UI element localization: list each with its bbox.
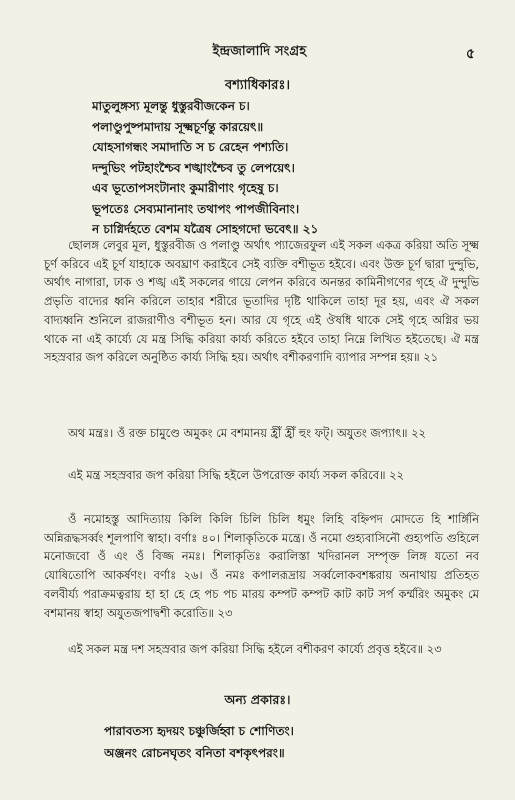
instruction-paragraph [44, 466, 479, 485]
paragraph-text: ওঁ নমোহস্তু আদিত্যায় কিলি কিলি চিলি চিলি ধমুং লিহি বহ্নিপদ মোদতে হি শার্ঙ্গিনি অন্নিরূদ্ধসর্ব্বং শূলপাণি স্বাহা। বর্ণাঃ ৪০। শিলাকৃতিকে মন্ত্রে। ওঁ নমো গুহ্যবাসিনৌ গুহ্যপতি গুহিলে মনোজবো ওঁ এং ওঁ বিজ্জ নমঃ। শিলাকৃতিঃ করালিস্তা খদিরানল সম্পৃক্ত লিঙ্গ যতো নব যোষিতোপি আকর্ষণং। বর্ণাঃ ২৬। ওঁ নমঃ কপালরূদ্রায় সর্ব্বলোকবশঙ্করায় অনাথায় প্রতিহত বলবীর্য্য পরাক্রমত্বরায় হা হা হে হে পচ পচ মারয় কম্পট কম্পট কাট কাট সর্প কর্ম্মরিং অমুকং মে বশমানয় স্বাহা অযুতজপাদ্বশী করোতি॥ ২৩ [44, 512, 479, 620]
verse-line: পলাণ্ডুপুষ্পমাদায় সূক্ষ্মচূর্ণন্তু কারয়েৎ॥ [92, 119, 264, 134]
running-title: ইন্দ্রজালাদি সংগ্রহ [212, 44, 307, 59]
mantra-paragraph [44, 424, 479, 443]
verse-line: যোহসাগন্ধং সমাদাতি স চ রেহেন পশ্যতি। [92, 140, 289, 154]
verse-line: পারাবতস্য হৃদয়ং চঞ্চুর্জিহ্বা চ শোণিতং। [104, 724, 294, 738]
verse-line: এব ভূতোপসংটানাং কুমারীণাং গৃহেষু চ। [92, 181, 279, 195]
verse-line: ন চাগ্নির্দহতে বেশম যত্রৈষ সোহগদো ভবেৎ॥ ২১ [92, 222, 319, 236]
verse-line: দন্দুভিং পটহাংশ্চৈব শঙ্খাংশ্চৈব তু লেপয়েৎ। [92, 160, 295, 175]
paragraph-text: ছোলঙ্গ লেবুর মূল, ধুস্তুরবীজ ও পলাণ্ডু অর্থাৎ প্যাজেরফুল এই সকল একত্র করিয়া অতি সূক্ষ্ম চূর্ণ করিবে এই চূর্ণ যাহাকে অবঘ্রাণ করাইবে সেই ব্যক্তি বশীভূত হইবে। এবং উক্ত চূর্ণ দ্বারা দুন্দুভি, অর্থাৎ নাগারা, ঢাক ও শঙ্খ এই সকলের গায়ে লেপন করিবে অনন্তর কামিনীগণের গৃহে ঐ দুন্দুভি প্রভৃতি বাদ্যের ধ্বনি করিলে তাহার শরীরে ভূতাদির দৃষ্টি থাকিলে তাহা দূর হয়, এবং ঐ সকল বাদ্যধ্বনি শুনিলে রাজরাণীও বশীভূত হন। আর যে গৃহে এই ঔষধি থাকে সেই গৃহে অগ্নির ভয় থাকে না এই কার্য্যে যে মন্ত্র সিদ্ধি করিয়া কার্য্য করিতে হইবে তাহা নিম্নে লিখিত হইতেছে। ঐ মন্ত্র সহস্রবার জপ করিলে অনুষ্ঠিত কার্য্য সিদ্ধি হয়। অর্থাৎ বশীকরণাদি ব্যাপার সম্পন্ন হয়॥ ২১ [44, 238, 479, 365]
paragraph-text: এই সকল মন্ত্র দশ সহস্রবার জপ করিয়া সিদ্ধি হইলে বশীকরণ কার্য্যে প্রবৃত্ত হইবে॥ ২৩ [68, 642, 442, 656]
sanskrit-verse [92, 96, 485, 240]
verse-line: ভূপতেঃ সেব্যমানানাং তথাপং পাপজীবিনাং। [92, 201, 300, 216]
section-heading: বশ্যাধিকারঃ। [224, 78, 291, 93]
page-number: ৫ [465, 46, 475, 62]
mantra-paragraph [44, 510, 479, 622]
verse-line: মাতুলুঙ্গস্য মূলন্তু ধুস্তুরবীজকেন চ। [92, 99, 250, 113]
closing-verse [104, 720, 485, 764]
paragraph-text: এই মন্ত্র সহস্রবার জপ করিয়া সিদ্ধি হইলে উপরোক্ত কার্য্য সকল করিবে॥ ২২ [68, 468, 404, 482]
instruction-paragraph [44, 640, 479, 659]
verse-line: অঞ্জনং রোচনঘৃতং বনিতা বশকৃৎপরং॥ [104, 746, 285, 760]
commentary-paragraph [44, 236, 479, 367]
running-head [44, 42, 475, 64]
subsection-heading: অন্য প্রকারঃ। [224, 692, 291, 707]
paragraph-text: অথ মন্ত্রঃ। ওঁ রক্ত চামুণ্ডে অমুকং মে বশমানয় হ্রীঁ হ্রীঁ হুং ফট্। অযুতং জপ্যাৎ॥ ২২ [68, 426, 426, 440]
